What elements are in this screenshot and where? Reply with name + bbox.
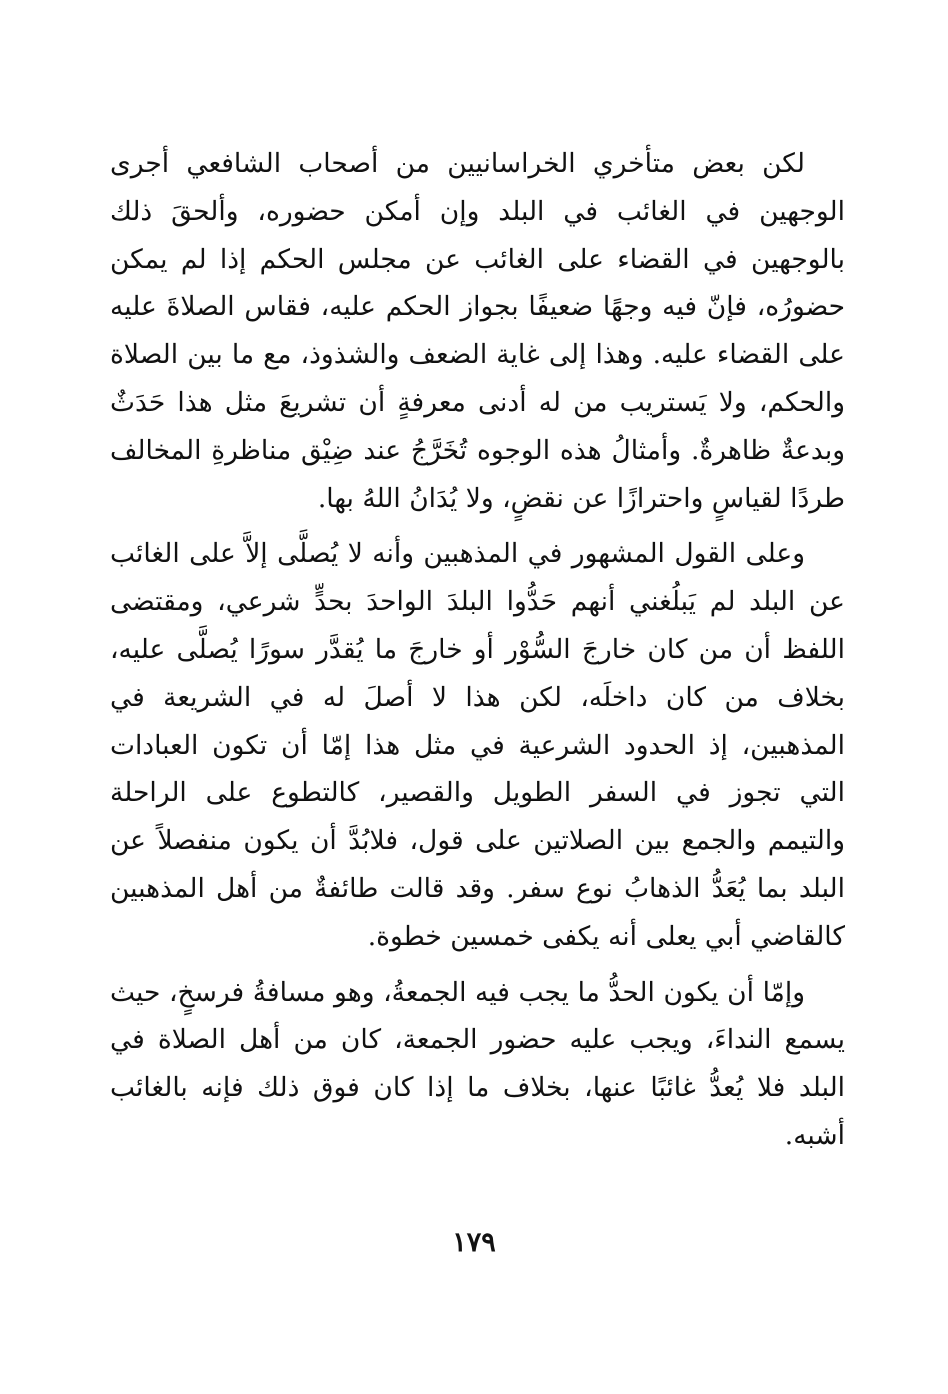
page-number: ١٧٩: [452, 1227, 496, 1258]
paragraph-3: وإمّا أن يكون الحدُّ ما يجب فيه الجمعةُ، وهو مسافةُ فرسخٍ، حيث يسمع النداءَ، ويجب عليه حضور الجمعة، كان من أهل الصلاة في البلد فلا يُعدُّ غائبًا عنها، بخلاف ما إذا كان فوق ذلك فإنه بالغائب أشبه.: [110, 976, 845, 1151]
paragraph-1: لكن بعض متأخري الخراسانيين من أصحاب الشافعي أجرى الوجهين في الغائب في البلد وإن أمكن حضوره، وألحقَ ذلك بالوجهين في القضاء على الغائب عن مجلس الحكم إذا لم يمكن حضورُه، فإنّ فيه وجهًا ضعيفًا بجواز الحكم عليه، فقاس الصلاةَ عليه على القضاء عليه. وهذا إلى غاية الضعف والشذوذ، مع ما بين الصلاة والحكم، ولا يَستريب من له أدنى معرفةٍ أن تشريعَ مثل هذا حَدَثٌ وبدعةٌ ظاهرةٌ. وأمثالُ هذه الوجوه تُخَرَّجُ عند ضِيْق مناظرةِ المخالف طردًا لقياسٍ واحترازًا عن نقضٍ، ولا يُدَانُ اللهُ بها.: [110, 148, 845, 514]
body-text: [110, 140, 845, 1160]
paragraph-2: وعلى القول المشهور في المذهبين وأنه لا يُصلَّى إلاَّ على الغائب عن البلد لم يَبلُغني أنهم حَدُّوا البلدَ الواحدَ بحدٍّ شرعي، ومقتضى اللفظ أن من كان خارجَ السُّوْر أو خارجَ ما يُقدَّر سورًا يُصلَّى عليه، بخلاف من كان داخلَه، لكن هذا لا أصلَ له في الشريعة في المذهبين، إذ الحدود الشرعية في مثل هذا إمّا أن تكون العبادات التي تجوز في السفر الطويل والقصير، كالتطوع على الراحلة والتيمم والجمع بين الصلاتين على قول، فلابُدَّ أن يكون منفصلاً عن البلد بما يُعَدُّ الذهابُ نوع سفر. وقد قالت طائفةٌ من أهل المذهبين كالقاضي أبي يعلى أنه يكفى خمسين خطوة.: [110, 538, 845, 952]
